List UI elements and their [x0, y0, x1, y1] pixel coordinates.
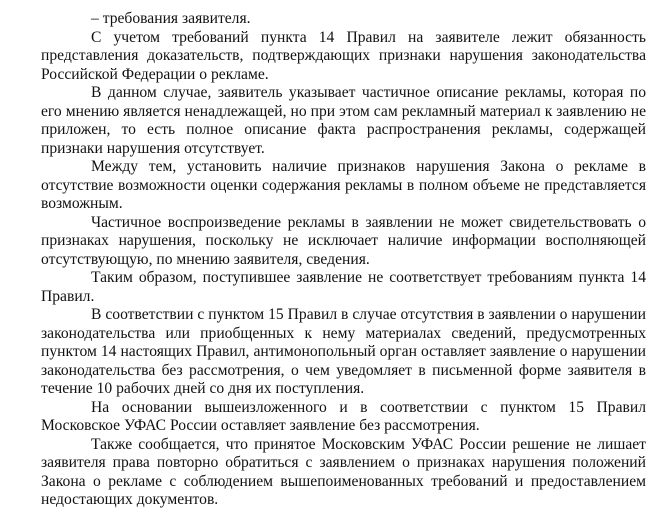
paragraph-partial-reproduction: Частичное воспроизведение рекламы в заявлении не может свидетельствовать о признаках нарушения, поскольку не исключает наличие информации восполняющей отсутствующую, по мнению заявителя, сведения. — [41, 213, 646, 268]
paragraph-decision: На основании вышеизложенного и в соответствии с пунктом 15 Правил Московское УФАС России оставляет заявление без рассмотрения. — [41, 398, 646, 434]
paragraph-nonconformity: Таким образом, поступившее заявление не соответствует требованиям пункта 14 Правил. — [41, 269, 646, 305]
paragraph-impossibility: Между тем, установить наличие признаков нарушения Закона о рекламе в отсутствие возможности оценки содержания рекламы в полном объеме не представляется возможным. — [41, 158, 646, 212]
paragraph-requirements-item: – требования заявителя. — [91, 10, 251, 27]
paragraph-right-to-reapply: Также сообщается, что принятое Московским УФАС России решение не лишает заявителя права повторно обратиться с заявлением о признаках нарушения положений Закона о рекламе с соблюдением вышепоименованных требований и предоставлением недостающих документов. — [41, 435, 646, 508]
paragraph-rule-15: В соответствии с пунктом 15 Правил в случае отсутствия в заявлении о нарушении законодательства или приобщенных к нему материалах сведений, предусмотренных пунктом 14 настоящих Правил, антимонопольный орган оставляет заявление о нарушении законодательства без рассмотрения, о чем уведомляет в письменной форме заявителя в течение 10 рабочих дней со дня их поступления. — [41, 306, 646, 397]
paragraph-partial-description: В данном случае, заявитель указывает частичное описание рекламы, которая по его мнению является ненадлежащей, но при этом сам рекламный материал к заявлению не приложен, то есть полное описание факта распространения рекламы, содержащей признаки нарушения отсутствует. — [41, 84, 646, 157]
paragraph-evidence-obligation: С учетом требований пункта 14 Правил на заявителе лежит обязанность представления доказательств, подтверждающих признаки нарушения законодательства Российской Федерации о рекламе. — [41, 28, 646, 83]
